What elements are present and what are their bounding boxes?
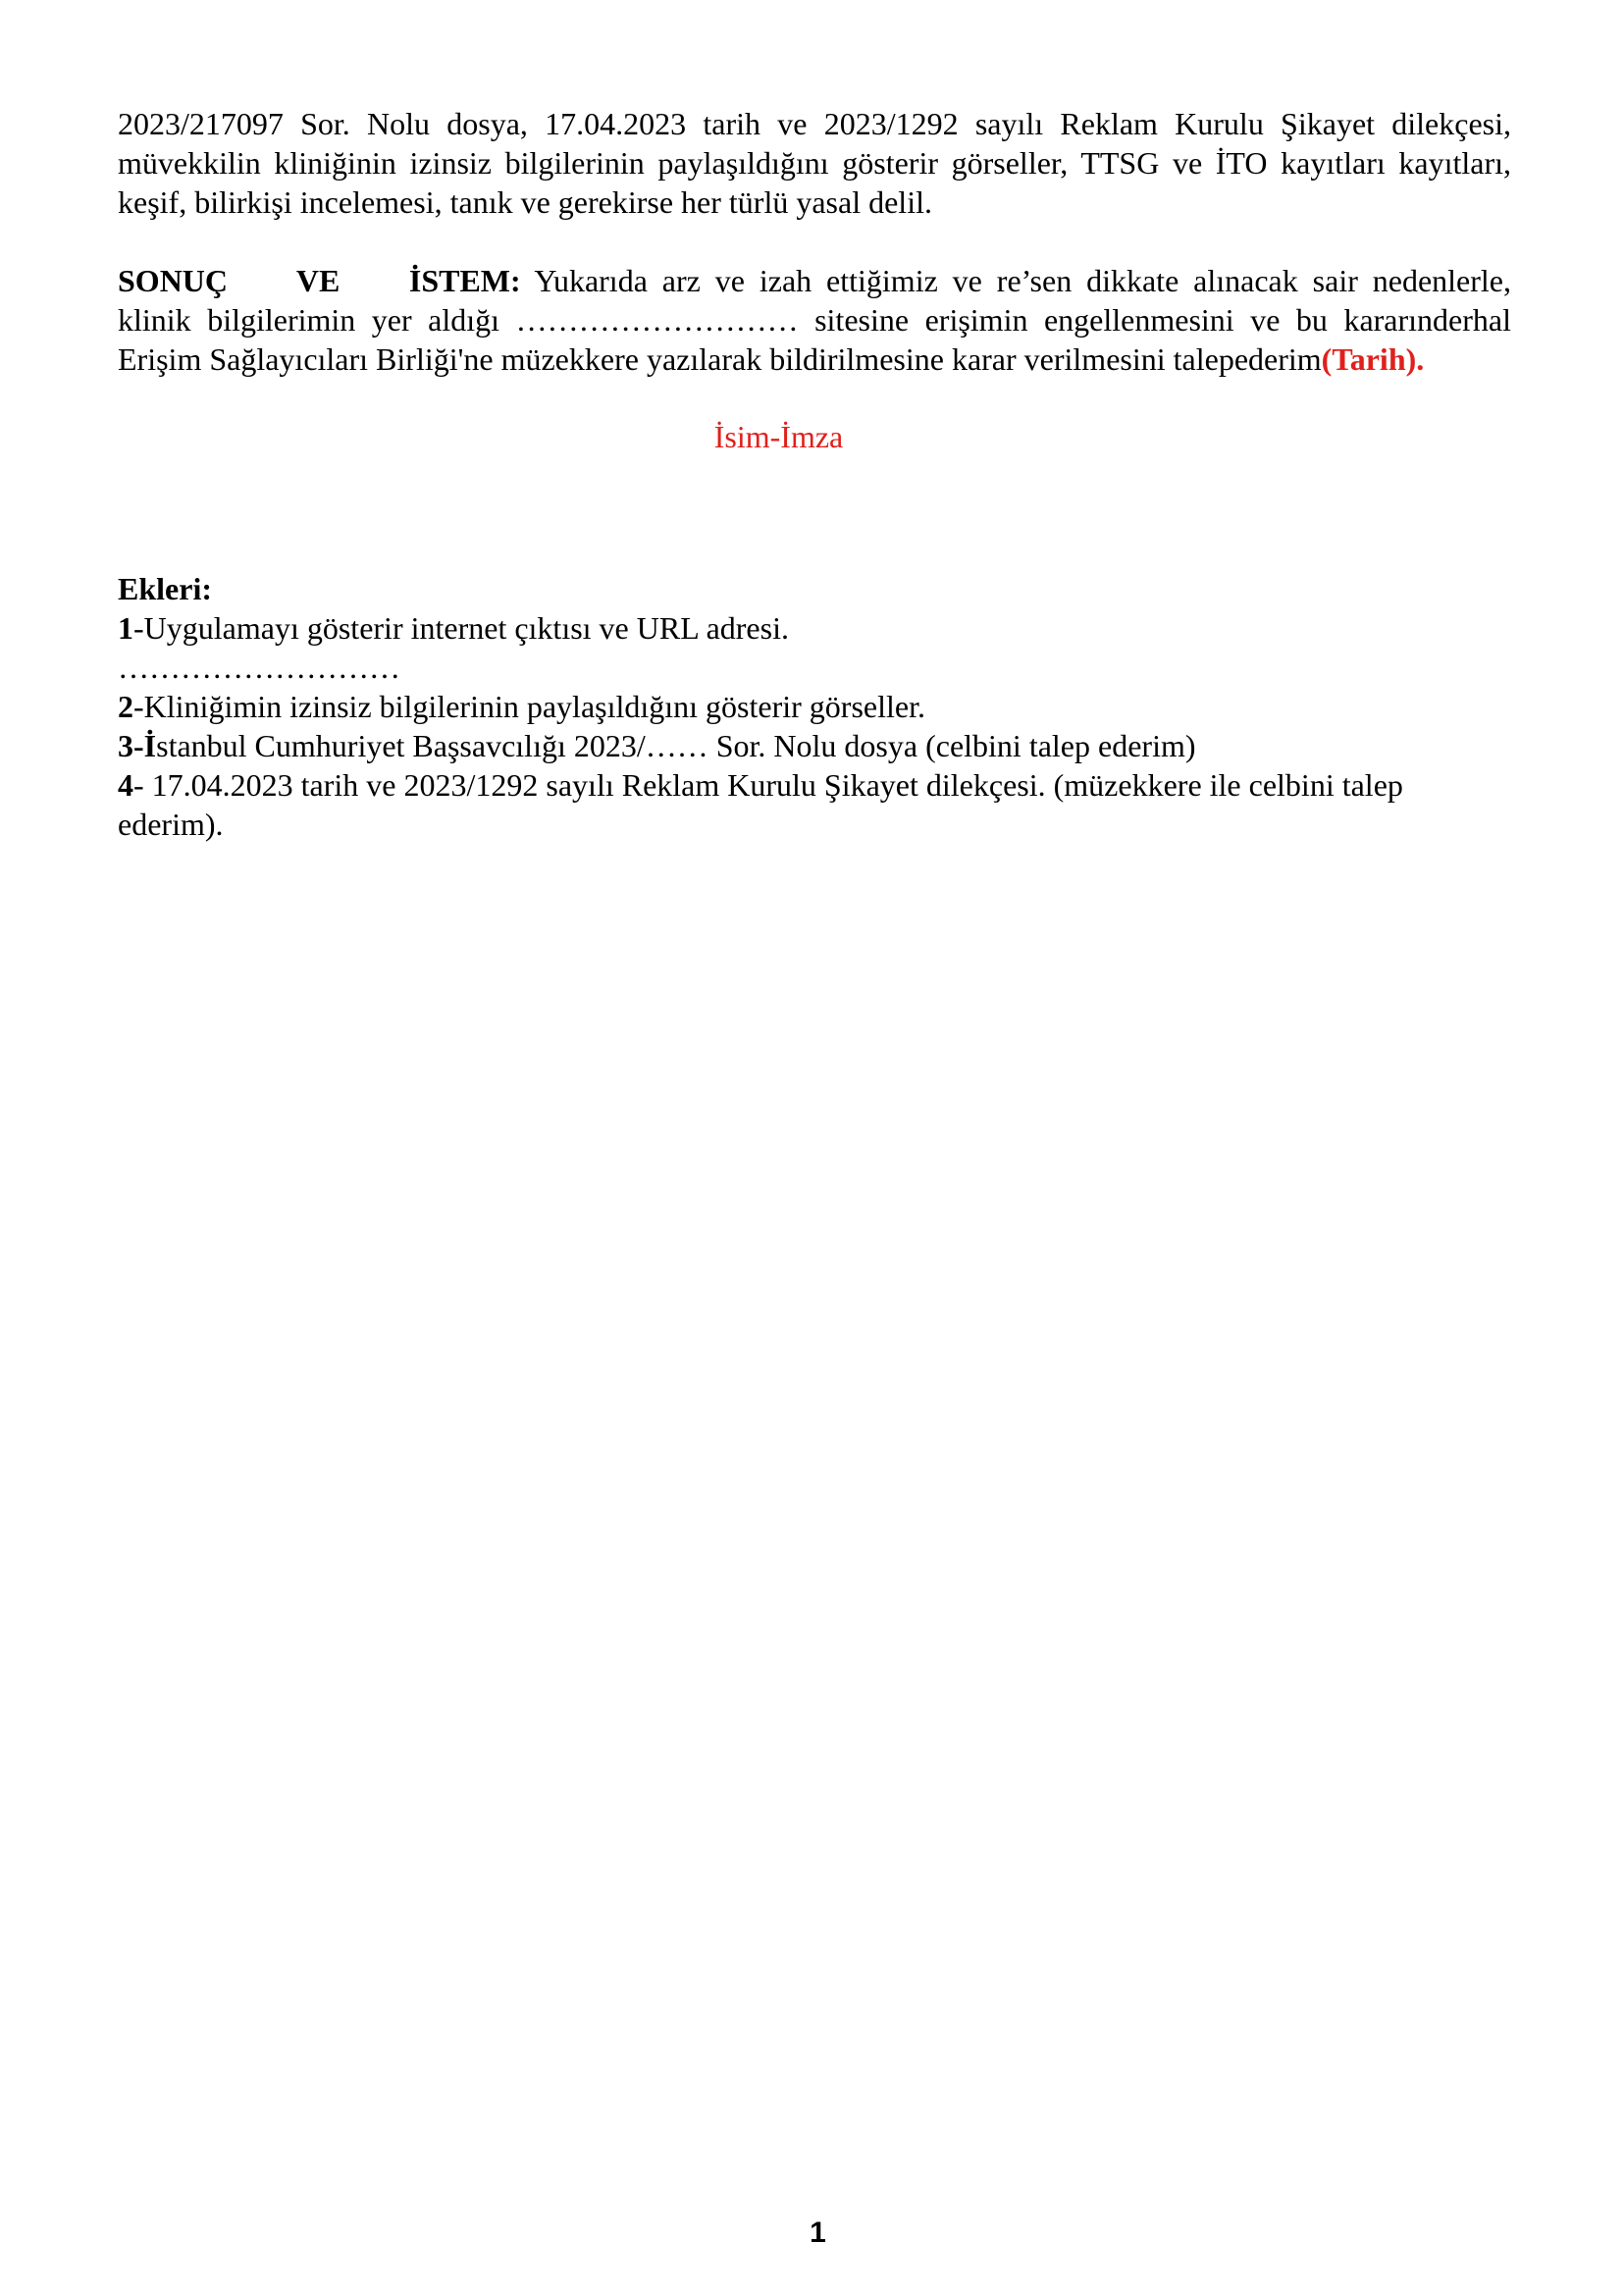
attachment-item (118, 805, 1511, 844)
attachment-item (118, 765, 1511, 805)
conclusion-text: Erişim Sağlayıcıları Birliği'ne müzekkere yazılarak bildirilmesine karar verilmesini talepederim (118, 341, 1322, 377)
attachment-item (118, 608, 1511, 648)
conclusion-text: Yukarıda arz ve izah ettiğimiz ve re’sen dikkate alınacak sair nedenlerle, (534, 263, 1512, 298)
attachment-text: stanbul Cumhuriyet Başsavcılığı 2023/…… Sor. Nolu dosya (celbini talep ederim) (156, 728, 1196, 763)
signature-placeholder: İsim-İmza (713, 419, 844, 454)
conclusion-line (118, 339, 1511, 379)
attachments-title: Ekleri: (118, 571, 212, 606)
attachment-text: ederim). (118, 807, 224, 842)
attachments-section (118, 569, 1511, 844)
evidence-line: keşif, bilirkişi incelemesi, tanık ve gerekirse her türlü yasal delil. (118, 184, 932, 220)
attachment-number: 2 (118, 689, 133, 724)
date-placeholder: (Tarih). (1321, 341, 1425, 377)
attachment-item (118, 687, 1511, 726)
attachment-number: 4 (118, 767, 133, 803)
evidence-line: müvekkilin kliniğinin izinsiz bilgilerinin paylaşıldığını gösterir görseller, TTSG ve İTO kayıtları kayıtları, (118, 145, 1511, 181)
attachment-item (118, 648, 1511, 687)
conclusion-line: klinik bilgilerimin yer aldığı ……………………… sitesine erişimin engellenmesini ve bu kararınderhal (118, 302, 1511, 338)
evidence-paragraph (118, 104, 1511, 222)
conclusion-colon: : (510, 263, 521, 298)
conclusion-paragraph (118, 261, 1511, 379)
attachment-text: -Uygulamayı gösterir internet çıktısı ve URL adresi. (133, 610, 789, 646)
attachment-number: 3-İ (118, 728, 157, 763)
conclusion-line (118, 261, 1511, 300)
attachment-text: - 17.04.2023 tarih ve 2023/1292 sayılı Reklam Kurulu Şikayet dilekçesi. (müzekkere ile celbini talep (133, 767, 1403, 803)
attachment-text: -Kliniğimin izinsiz bilgilerinin paylaşıldığını gösterir görseller. (133, 689, 925, 724)
attachment-text: ……………………… (118, 650, 400, 685)
page-number: 1 (810, 2217, 826, 2249)
attachment-number: 1 (118, 610, 133, 646)
evidence-line: 2023/217097 Sor. Nolu dosya, 17.04.2023 tarih ve 2023/1292 sayılı Reklam Kurulu Şikayet dilekçesi, (118, 106, 1511, 141)
conclusion-heading: SONUÇ VE İSTEM (118, 263, 510, 298)
attachment-item (118, 726, 1511, 765)
